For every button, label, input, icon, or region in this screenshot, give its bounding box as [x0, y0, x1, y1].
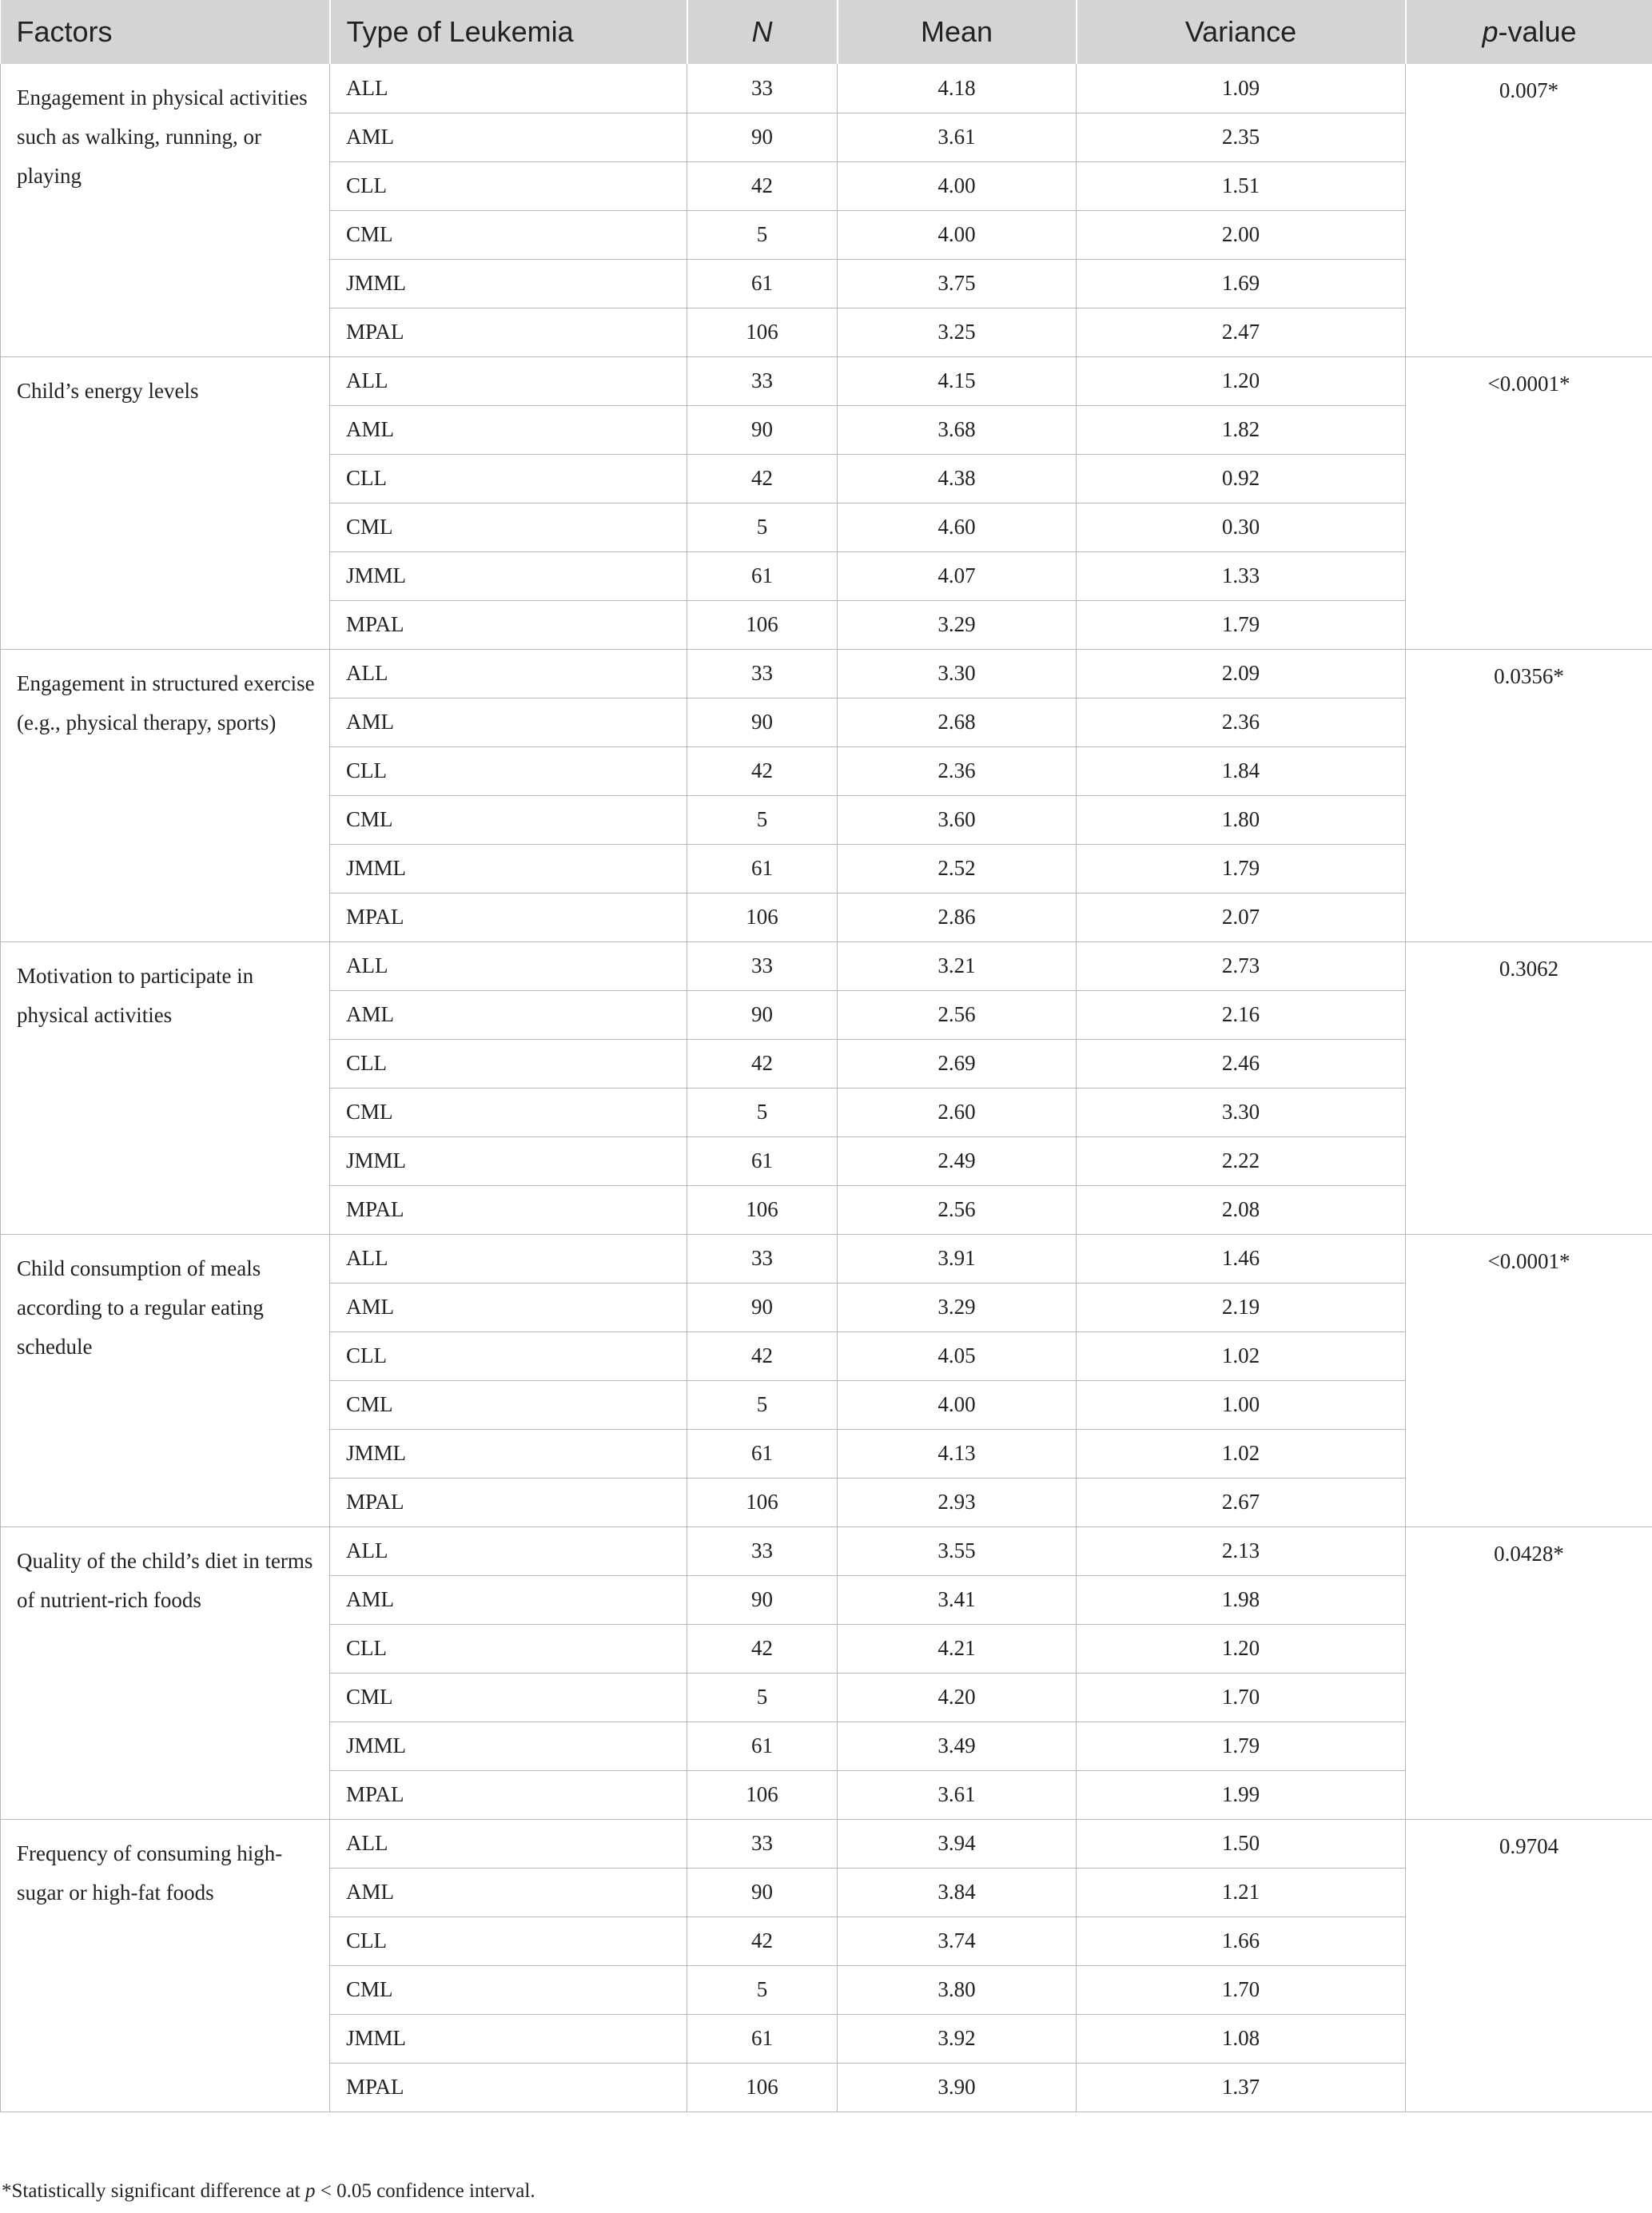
n-cell: 5	[687, 795, 838, 844]
factor-cell: Child consumption of meals according to a regular eating schedule	[1, 1234, 330, 1526]
footnote-p: p	[305, 2180, 316, 2202]
n-cell: 106	[687, 1770, 838, 1819]
leukemia-type-cell: MPAL	[330, 1770, 687, 1819]
header-p-italic: p	[1482, 15, 1499, 48]
header-p-value	[1406, 0, 1652, 64]
variance-cell: 1.80	[1077, 795, 1406, 844]
leukemia-type-cell: CML	[330, 795, 687, 844]
n-cell: 5	[687, 210, 838, 259]
mean-cell: 2.69	[838, 1039, 1077, 1088]
leukemia-type-cell: JMML	[330, 551, 687, 600]
n-cell: 42	[687, 1624, 838, 1673]
n-cell: 106	[687, 1185, 838, 1234]
mean-cell: 3.61	[838, 1770, 1077, 1819]
leukemia-type-cell: ALL	[330, 941, 687, 990]
mean-cell: 3.41	[838, 1575, 1077, 1624]
p-value-cell: 0.007*	[1406, 64, 1652, 356]
variance-cell: 1.46	[1077, 1234, 1406, 1283]
leukemia-type-cell: ALL	[330, 1819, 687, 1868]
header-row	[1, 0, 1652, 64]
mean-cell: 3.55	[838, 1526, 1077, 1575]
mean-cell: 4.18	[838, 64, 1077, 113]
n-cell: 61	[687, 1136, 838, 1185]
variance-cell: 2.36	[1077, 698, 1406, 746]
variance-cell: 1.70	[1077, 1673, 1406, 1721]
variance-cell: 0.30	[1077, 503, 1406, 551]
mean-cell: 2.86	[838, 893, 1077, 941]
table-row	[1, 1234, 1652, 1283]
table-row	[1, 1819, 1652, 1868]
leukemia-type-cell: CLL	[330, 1039, 687, 1088]
leukemia-type-cell: JMML	[330, 1721, 687, 1770]
n-cell: 33	[687, 64, 838, 113]
variance-cell: 1.20	[1077, 1624, 1406, 1673]
mean-cell: 3.80	[838, 1965, 1077, 2014]
n-cell: 42	[687, 161, 838, 210]
mean-cell: 4.20	[838, 1673, 1077, 1721]
variance-cell: 2.07	[1077, 893, 1406, 941]
mean-cell: 4.60	[838, 503, 1077, 551]
table-body	[1, 64, 1652, 2112]
n-cell: 42	[687, 454, 838, 503]
leukemia-type-cell: AML	[330, 1868, 687, 1916]
n-cell: 90	[687, 113, 838, 161]
leukemia-type-cell: AML	[330, 113, 687, 161]
leukemia-type-cell: JMML	[330, 1429, 687, 1478]
variance-cell: 1.08	[1077, 2014, 1406, 2063]
mean-cell: 3.91	[838, 1234, 1077, 1283]
mean-cell: 4.07	[838, 551, 1077, 600]
n-cell: 106	[687, 600, 838, 649]
leukemia-type-cell: AML	[330, 990, 687, 1039]
variance-cell: 1.66	[1077, 1916, 1406, 1965]
p-value-cell: <0.0001*	[1406, 356, 1652, 649]
mean-cell: 3.21	[838, 941, 1077, 990]
header-p-rest: -value	[1498, 15, 1577, 48]
mean-cell: 3.90	[838, 2063, 1077, 2112]
variance-cell: 1.00	[1077, 1380, 1406, 1429]
variance-cell: 1.84	[1077, 746, 1406, 795]
n-cell: 106	[687, 308, 838, 356]
n-cell: 42	[687, 1916, 838, 1965]
factor-cell: Child’s energy levels	[1, 356, 330, 649]
header-type-of-leukemia: Type of Leukemia	[330, 0, 687, 64]
n-cell: 61	[687, 551, 838, 600]
mean-cell: 2.52	[838, 844, 1077, 893]
n-cell: 90	[687, 1575, 838, 1624]
mean-cell: 2.60	[838, 1088, 1077, 1136]
variance-cell: 2.35	[1077, 113, 1406, 161]
mean-cell: 3.29	[838, 600, 1077, 649]
n-cell: 106	[687, 1478, 838, 1526]
variance-cell: 2.13	[1077, 1526, 1406, 1575]
mean-cell: 2.68	[838, 698, 1077, 746]
p-value-cell: 0.0428*	[1406, 1526, 1652, 1819]
n-cell: 5	[687, 1088, 838, 1136]
n-cell: 106	[687, 2063, 838, 2112]
n-cell: 90	[687, 1283, 838, 1331]
table-row	[1, 649, 1652, 698]
n-cell: 33	[687, 1234, 838, 1283]
n-cell: 61	[687, 1429, 838, 1478]
variance-cell: 1.50	[1077, 1819, 1406, 1868]
leukemia-type-cell: AML	[330, 1575, 687, 1624]
mean-cell: 3.60	[838, 795, 1077, 844]
n-cell: 5	[687, 1380, 838, 1429]
variance-cell: 2.19	[1077, 1283, 1406, 1331]
variance-cell: 1.37	[1077, 2063, 1406, 2112]
leukemia-type-cell: CLL	[330, 1916, 687, 1965]
n-cell: 33	[687, 1526, 838, 1575]
leukemia-type-cell: MPAL	[330, 1185, 687, 1234]
variance-cell: 1.79	[1077, 844, 1406, 893]
mean-cell: 3.84	[838, 1868, 1077, 1916]
variance-cell: 1.98	[1077, 1575, 1406, 1624]
factor-cell: Motivation to participate in physical activities	[1, 941, 330, 1234]
mean-cell: 3.68	[838, 405, 1077, 454]
n-cell: 33	[687, 941, 838, 990]
leukemia-type-cell: MPAL	[330, 308, 687, 356]
p-value-cell: 0.3062	[1406, 941, 1652, 1234]
factor-cell: Engagement in physical activities such as walking, running, or playing	[1, 64, 330, 356]
mean-cell: 3.75	[838, 259, 1077, 308]
p-value-cell: 0.9704	[1406, 1819, 1652, 2112]
mean-cell: 4.38	[838, 454, 1077, 503]
leukemia-type-cell: CLL	[330, 161, 687, 210]
leukemia-type-cell: CML	[330, 1380, 687, 1429]
variance-cell: 1.09	[1077, 64, 1406, 113]
leukemia-type-cell: MPAL	[330, 1478, 687, 1526]
header-mean: Mean	[838, 0, 1077, 64]
variance-cell: 1.51	[1077, 161, 1406, 210]
header-factors: Factors	[1, 0, 330, 64]
variance-cell: 1.82	[1077, 405, 1406, 454]
table-row	[1, 1526, 1652, 1575]
leukemia-type-cell: CLL	[330, 746, 687, 795]
leukemia-type-cell: ALL	[330, 1526, 687, 1575]
n-cell: 5	[687, 1965, 838, 2014]
p-value-cell: <0.0001*	[1406, 1234, 1652, 1526]
leukemia-type-cell: AML	[330, 405, 687, 454]
mean-cell: 3.25	[838, 308, 1077, 356]
variance-cell: 1.79	[1077, 600, 1406, 649]
n-cell: 61	[687, 2014, 838, 2063]
table-row	[1, 941, 1652, 990]
mean-cell: 2.93	[838, 1478, 1077, 1526]
n-cell: 61	[687, 1721, 838, 1770]
leukemia-type-cell: JMML	[330, 844, 687, 893]
variance-cell: 1.70	[1077, 1965, 1406, 2014]
header-n: N	[687, 0, 838, 64]
table-header	[1, 0, 1652, 64]
variance-cell: 2.00	[1077, 210, 1406, 259]
variance-cell: 2.47	[1077, 308, 1406, 356]
variance-cell: 2.16	[1077, 990, 1406, 1039]
mean-cell: 2.36	[838, 746, 1077, 795]
variance-cell: 3.30	[1077, 1088, 1406, 1136]
variance-cell: 1.20	[1077, 356, 1406, 405]
leukemia-type-cell: CML	[330, 1965, 687, 2014]
leukemia-type-cell: MPAL	[330, 2063, 687, 2112]
footnote-suffix: < 0.05 confidence interval.	[315, 2180, 535, 2202]
leukemia-type-cell: CLL	[330, 1331, 687, 1380]
variance-cell: 1.99	[1077, 1770, 1406, 1819]
n-cell: 5	[687, 503, 838, 551]
n-cell: 33	[687, 1819, 838, 1868]
variance-cell: 2.22	[1077, 1136, 1406, 1185]
mean-cell: 4.00	[838, 1380, 1077, 1429]
factor-cell: Engagement in structured exercise (e.g., physical therapy, sports)	[1, 649, 330, 941]
leukemia-type-cell: MPAL	[330, 600, 687, 649]
variance-cell: 0.92	[1077, 454, 1406, 503]
factor-cell: Frequency of consuming high-sugar or high-fat foods	[1, 1819, 330, 2112]
mean-cell: 2.49	[838, 1136, 1077, 1185]
leukemia-type-cell: JMML	[330, 259, 687, 308]
mean-cell: 4.00	[838, 210, 1077, 259]
footnote	[2, 2180, 535, 2203]
mean-cell: 3.61	[838, 113, 1077, 161]
n-cell: 90	[687, 990, 838, 1039]
leukemia-type-cell: CLL	[330, 1624, 687, 1673]
leukemia-type-cell: AML	[330, 1283, 687, 1331]
footnote-prefix: *Statistically significant difference at	[2, 2180, 305, 2202]
variance-cell: 2.67	[1077, 1478, 1406, 1526]
leukemia-type-cell: JMML	[330, 1136, 687, 1185]
leukemia-type-cell: CML	[330, 503, 687, 551]
variance-cell: 1.02	[1077, 1331, 1406, 1380]
mean-cell: 2.56	[838, 1185, 1077, 1234]
n-cell: 90	[687, 698, 838, 746]
n-cell: 42	[687, 746, 838, 795]
leukemia-type-cell: CML	[330, 1088, 687, 1136]
mean-cell: 4.13	[838, 1429, 1077, 1478]
mean-cell: 2.56	[838, 990, 1077, 1039]
variance-cell: 2.09	[1077, 649, 1406, 698]
mean-cell: 3.29	[838, 1283, 1077, 1331]
mean-cell: 3.49	[838, 1721, 1077, 1770]
header-variance: Variance	[1077, 0, 1406, 64]
mean-cell: 4.00	[838, 161, 1077, 210]
leukemia-type-cell: ALL	[330, 649, 687, 698]
variance-cell: 2.08	[1077, 1185, 1406, 1234]
factor-cell: Quality of the child’s diet in terms of nutrient-rich foods	[1, 1526, 330, 1819]
n-cell: 61	[687, 259, 838, 308]
variance-cell: 1.21	[1077, 1868, 1406, 1916]
mean-cell: 3.74	[838, 1916, 1077, 1965]
variance-cell: 2.73	[1077, 941, 1406, 990]
leukemia-type-cell: ALL	[330, 356, 687, 405]
mean-cell: 4.05	[838, 1331, 1077, 1380]
n-cell: 106	[687, 893, 838, 941]
leukemia-type-cell: ALL	[330, 64, 687, 113]
mean-cell: 3.94	[838, 1819, 1077, 1868]
leukemia-type-cell: AML	[330, 698, 687, 746]
variance-cell: 1.79	[1077, 1721, 1406, 1770]
table-row	[1, 356, 1652, 405]
n-cell: 42	[687, 1039, 838, 1088]
n-cell: 42	[687, 1331, 838, 1380]
mean-cell: 3.30	[838, 649, 1077, 698]
n-cell: 33	[687, 649, 838, 698]
table-row	[1, 64, 1652, 113]
leukemia-type-cell: CML	[330, 1673, 687, 1721]
leukemia-type-cell: JMML	[330, 2014, 687, 2063]
variance-cell: 1.02	[1077, 1429, 1406, 1478]
n-cell: 61	[687, 844, 838, 893]
p-value-cell: 0.0356*	[1406, 649, 1652, 941]
mean-cell: 4.21	[838, 1624, 1077, 1673]
variance-cell: 2.46	[1077, 1039, 1406, 1088]
variance-cell: 1.69	[1077, 259, 1406, 308]
mean-cell: 3.92	[838, 2014, 1077, 2063]
leukemia-type-cell: CLL	[330, 454, 687, 503]
leukemia-type-cell: ALL	[330, 1234, 687, 1283]
n-cell: 33	[687, 356, 838, 405]
leukemia-type-cell: MPAL	[330, 893, 687, 941]
variance-cell: 1.33	[1077, 551, 1406, 600]
n-cell: 90	[687, 1868, 838, 1916]
leukemia-type-cell: CML	[330, 210, 687, 259]
mean-cell: 4.15	[838, 356, 1077, 405]
n-cell: 90	[687, 405, 838, 454]
n-cell: 5	[687, 1673, 838, 1721]
